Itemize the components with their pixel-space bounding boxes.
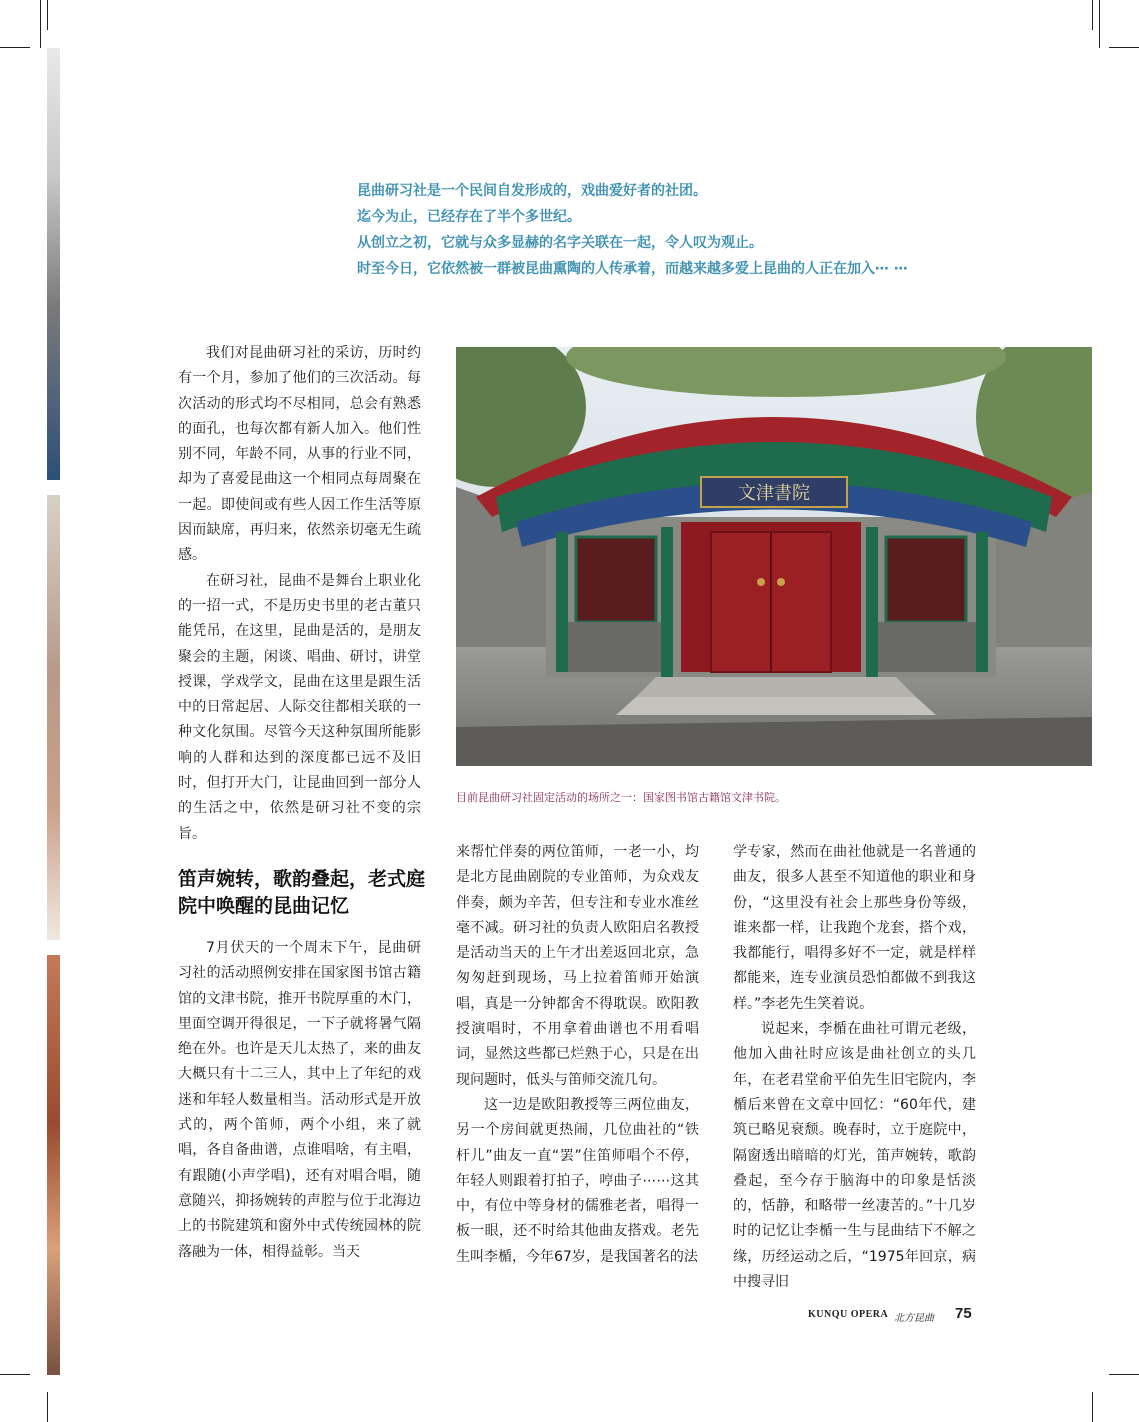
- paragraph: 7月伏天的一个周末下午，昆曲研习社的活动照例安排在国家图书馆古籍馆的文津书院，推开书院厚重的木门，里面空调开得很足，一下子就将暑气隔绝在外。也许是天儿太热了，来的曲友大概只有十二三人，其中上了年纪的戏迷和年轻人数量相当。活动形式是开放式的，两个笛师，两个小组，来了就唱，各自备曲谱，点谁唱啥，有主唱，有跟随(小声学唱)，还有对唱合唱，随意随兴，抑扬婉转的声腔与位于北海边上的书院建筑和窗外中式传统园林的院落融为一体，相得益彰。当天: [178, 940, 421, 1260]
- left-strip-2: [47, 495, 60, 940]
- intro-text: [357, 178, 997, 282]
- crop-mark-bl-h: [0, 1374, 30, 1375]
- crop-mark-tl-v: [47, 0, 48, 30]
- column-2: [456, 840, 699, 1270]
- paragraph: 学专家，然而在曲社他就是一名普通的曲友，很多人甚至不知道他的职业和身份，“这里没有社会上那些身份等级，谁来都一样，让我跑个龙套，搭个戏，我都能行，唱得多好不一定，就是样样都能来，连专业演员恐怕都做不到我这样。”李老先生笑着说。: [733, 844, 976, 1012]
- column-3: [733, 840, 976, 1295]
- page-number: 75: [955, 1305, 972, 1322]
- magazine-name-cn: 北方昆曲: [894, 1313, 934, 1324]
- crop-mark-br-h: [1109, 1374, 1139, 1375]
- intro-line-1: 昆曲研习社是一个民间自发形成的，戏曲爱好者的社团。: [357, 183, 707, 199]
- left-strip-3: [47, 955, 60, 1375]
- photo-wenjin-academy: [456, 347, 1092, 766]
- intro-line-2: 迄今为止，已经存在了半个多世纪。: [357, 209, 581, 225]
- paragraph: 说起来，李楯在曲社可谓元老级，他加入曲社时应该是曲社创立的头几年，在老君堂俞平伯先生旧宅院内，李楯后来曾在文章中回忆：“60年代，建筑已略见衰颓。晚春时，立于庭院中，隔窗透出暗暗的灯光，笛声婉转，歌韵叠起，至今存于脑海中的印象是恬淡的，恬静，和略带一丝凄苦的。”十几岁时的记忆让李楯一生与昆曲结下不解之缘，历经运动之后，“1975年回京，病中搜寻旧: [733, 1021, 976, 1291]
- left-strip-1: [47, 48, 60, 480]
- paragraph: 来帮忙伴奏的两位笛师，一老一小，均是北方昆曲剧院的专业笛师，为众戏友伴奏，颇为辛苦，但专注和专业水准丝毫不减。研习社的负责人欧阳启名教授是活动当天的上午才出差返回北京，急匆匆赶到现场，马上拉着笛师开始演唱，真是一分钟都舍不得耽误。欧阳教授演唱时，不用拿着曲谱也不用看唱词，显然这些都已烂熟于心，只是在出现问题时，低头与笛师交流几句。: [456, 844, 699, 1088]
- crop-mark-tr-v: [1092, 0, 1093, 30]
- crop-mark-tl-v2: [40, 0, 41, 48]
- crop-mark-tr-h: [1109, 47, 1139, 48]
- crop-mark-tr-v2: [1099, 0, 1100, 48]
- section-heading: 笛声婉转，歌韵叠起，老式庭院中唤醒的昆曲记忆: [178, 868, 426, 917]
- plaque-text: 文津書院: [738, 483, 810, 504]
- paragraph: 在研习社，昆曲不是舞台上职业化的一招一式，不是历史书里的老古董只能凭吊，在这里，昆曲是活的，是朋友聚会的主题，闲谈、唱曲、研讨，讲堂授课，学戏学文，昆曲在这里是跟生活中的日常起居、人际交往都相关联的一种文化氛围。尽管今天这种氛围所能影响的人群和达到的深度都已远不及旧时，但打开大门，让昆曲回到一部分人的生活之中，依然是研习社不变的宗旨。: [178, 572, 421, 842]
- column-1-bottom: [178, 936, 421, 1265]
- page-footer: [808, 1305, 978, 1325]
- crop-mark-tl-h: [0, 47, 30, 48]
- crop-mark-bl-v: [47, 1392, 48, 1422]
- column-1-top: [178, 341, 421, 847]
- building-illustration: [456, 347, 1092, 766]
- intro-line-4: 时至今日，它依然被一群被昆曲熏陶的人传承着，而越来越多爱上昆曲的人正在加入⋯ ⋯: [357, 261, 908, 277]
- paragraph: 我们对昆曲研习社的采访，历时约有一个月，参加了他们的三次活动。每次活动的形式均不尽相同，总会有熟悉的面孔，也每次都有新人加入。他们性别不同，年龄不同，从事的行业不同，却为了喜爱昆曲这一个相同点每周聚在一起。即使间或有些人因工作生活等原因而缺席，再归来，依然亲切毫无生疏感。: [178, 345, 421, 564]
- crop-mark-br-v: [1092, 1392, 1093, 1422]
- intro-line-3: 从创立之初，它就与众多显赫的名字关联在一起，令人叹为观止。: [357, 235, 763, 251]
- paragraph: 这一边是欧阳教授等三两位曲友，另一个房间就更热闹，几位曲社的“铁杆儿”曲友一直“罢”住笛师唱个不停，年轻人则跟着打拍子，哼曲子⋯⋯这其中，有位中等身材的儒雅老者，唱得一板一眼，还不时给其他曲友搭戏。老先生叫李楯，今年67岁，是我国著名的法: [456, 1096, 699, 1265]
- magazine-name: KUNQU OPERA: [808, 1309, 889, 1320]
- photo-caption: 目前昆曲研习社固定活动的场所之一：国家图书馆古籍馆文津书院。: [456, 791, 786, 804]
